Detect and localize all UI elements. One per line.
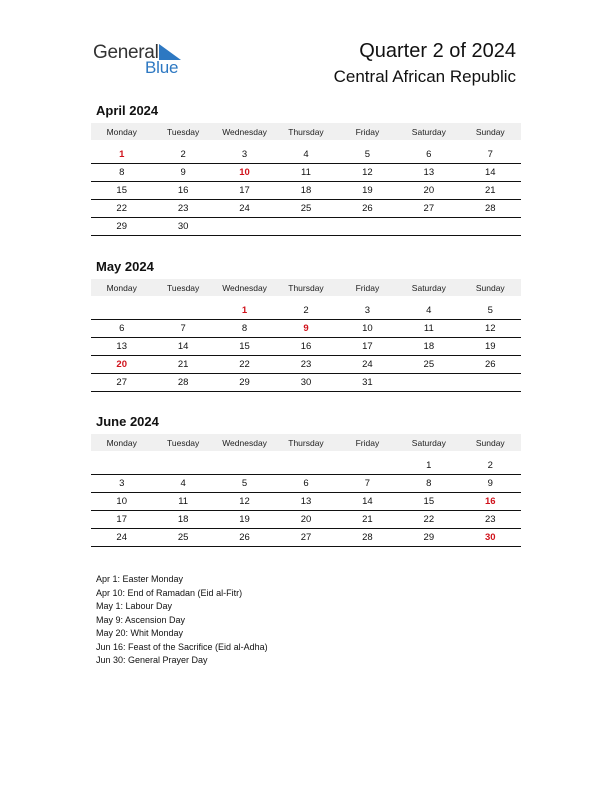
day-cell: [214, 218, 275, 236]
week-row: [91, 302, 521, 320]
day-cell: 30: [275, 374, 336, 392]
day-cell: 14: [337, 493, 398, 511]
week-row: [91, 475, 521, 493]
day-cell: 2: [275, 302, 336, 320]
day-cell: 1: [91, 146, 152, 164]
weekday-header-row: [91, 279, 521, 296]
day-cell: 29: [214, 374, 275, 392]
day-cell: 13: [275, 493, 336, 511]
day-cell: 30: [460, 529, 521, 547]
holiday-list: [96, 573, 268, 668]
day-cell: [460, 218, 521, 236]
day-cell: 10: [214, 164, 275, 182]
day-cell: 20: [91, 356, 152, 374]
day-cell: 5: [214, 475, 275, 493]
weekday-header-row: [91, 123, 521, 140]
day-cell: 30: [152, 218, 213, 236]
day-cell: 16: [152, 182, 213, 200]
day-cell: 8: [398, 475, 459, 493]
weekday-header: Wednesday: [214, 434, 275, 451]
day-cell: 16: [460, 493, 521, 511]
holiday-item: May 20: Whit Monday: [96, 628, 184, 638]
day-cell: 4: [398, 302, 459, 320]
day-cell: 11: [275, 164, 336, 182]
day-cell: 9: [152, 164, 213, 182]
day-cell: 25: [275, 200, 336, 218]
day-cell: 6: [275, 475, 336, 493]
holiday-item: Apr 10: End of Ramadan (Eid al-Fitr): [96, 587, 243, 598]
day-cell: 23: [152, 200, 213, 218]
calendar-table: [91, 123, 521, 236]
day-cell: 12: [460, 320, 521, 338]
month-april: [91, 102, 521, 236]
day-cell: 25: [398, 356, 459, 374]
month-title: April 2024: [96, 103, 159, 118]
weekday-header: Tuesday: [152, 279, 213, 296]
day-cell: 11: [152, 493, 213, 511]
day-cell: 26: [337, 200, 398, 218]
weekday-header: Friday: [337, 434, 398, 451]
day-cell: 29: [91, 218, 152, 236]
generalblue-logo: [93, 42, 188, 82]
day-cell: [460, 374, 521, 392]
day-cell: 22: [91, 200, 152, 218]
day-cell: 1: [214, 302, 275, 320]
weekday-header: Friday: [337, 279, 398, 296]
page-subtitle: Central African Republic: [333, 67, 516, 86]
day-cell: 13: [398, 164, 459, 182]
week-row: [91, 146, 521, 164]
week-row: [91, 529, 521, 547]
day-cell: 17: [91, 511, 152, 529]
day-cell: 23: [275, 356, 336, 374]
month-may: [91, 258, 521, 392]
weekday-header: Sunday: [460, 279, 521, 296]
week-row: [91, 200, 521, 218]
day-cell: 11: [398, 320, 459, 338]
weekday-header: Monday: [91, 434, 152, 451]
weekday-header: Tuesday: [152, 434, 213, 451]
day-cell: 21: [152, 356, 213, 374]
day-cell: [337, 218, 398, 236]
day-cell: 20: [398, 182, 459, 200]
day-cell: 25: [152, 529, 213, 547]
day-cell: 15: [398, 493, 459, 511]
day-cell: 17: [214, 182, 275, 200]
holiday-item: May 9: Ascension Day: [96, 614, 186, 625]
weekday-header: Wednesday: [214, 123, 275, 140]
day-cell: [337, 457, 398, 475]
week-row: [91, 164, 521, 182]
day-cell: 26: [460, 356, 521, 374]
day-cell: 28: [152, 374, 213, 392]
weekday-header: Tuesday: [152, 123, 213, 140]
day-cell: 24: [214, 200, 275, 218]
week-row: [91, 182, 521, 200]
page-title: Quarter 2 of 2024: [359, 40, 516, 62]
week-row: [91, 338, 521, 356]
day-cell: 4: [152, 475, 213, 493]
day-cell: 18: [275, 182, 336, 200]
day-cell: 24: [91, 529, 152, 547]
month-title: May 2024: [96, 259, 154, 274]
day-cell: 1: [398, 457, 459, 475]
day-cell: [214, 457, 275, 475]
calendar-table: [91, 279, 521, 392]
month-title: June 2024: [96, 414, 159, 429]
week-row: [91, 374, 521, 392]
month-june: [91, 413, 521, 547]
day-cell: 18: [398, 338, 459, 356]
day-cell: 12: [337, 164, 398, 182]
day-cell: 20: [275, 511, 336, 529]
day-cell: 27: [398, 200, 459, 218]
day-cell: 7: [152, 320, 213, 338]
day-cell: 22: [398, 511, 459, 529]
logo-text-general: General: [93, 42, 159, 63]
day-cell: 29: [398, 529, 459, 547]
day-cell: 4: [275, 146, 336, 164]
day-cell: 8: [91, 164, 152, 182]
day-cell: [398, 374, 459, 392]
day-cell: 10: [337, 320, 398, 338]
day-cell: 14: [460, 164, 521, 182]
day-cell: 16: [275, 338, 336, 356]
weekday-header: Saturday: [398, 434, 459, 451]
day-cell: 13: [91, 338, 152, 356]
weekday-header: Thursday: [275, 434, 336, 451]
day-cell: 22: [214, 356, 275, 374]
day-cell: 15: [214, 338, 275, 356]
weekday-header: Thursday: [275, 123, 336, 140]
weekday-header: Monday: [91, 279, 152, 296]
day-cell: 14: [152, 338, 213, 356]
day-cell: 28: [460, 200, 521, 218]
day-cell: 6: [398, 146, 459, 164]
day-cell: 7: [460, 146, 521, 164]
day-cell: 10: [91, 493, 152, 511]
day-cell: 12: [214, 493, 275, 511]
day-cell: 19: [214, 511, 275, 529]
day-cell: 27: [91, 374, 152, 392]
logo-text-blue: Blue: [145, 58, 179, 77]
day-cell: 17: [337, 338, 398, 356]
day-cell: 24: [337, 356, 398, 374]
day-cell: 31: [337, 374, 398, 392]
weekday-header: Monday: [91, 123, 152, 140]
day-cell: 7: [337, 475, 398, 493]
day-cell: 23: [460, 511, 521, 529]
day-cell: [152, 302, 213, 320]
day-cell: 3: [337, 302, 398, 320]
day-cell: [91, 457, 152, 475]
day-cell: 2: [460, 457, 521, 475]
holiday-item: Jun 30: General Prayer Day: [96, 655, 208, 665]
weekday-header: Saturday: [398, 123, 459, 140]
holiday-item: May 1: Labour Day: [96, 601, 173, 611]
day-cell: [275, 218, 336, 236]
weekday-header: Wednesday: [214, 279, 275, 296]
day-cell: 6: [91, 320, 152, 338]
weekday-header: Sunday: [460, 434, 521, 451]
day-cell: [398, 218, 459, 236]
holiday-item: Jun 16: Feast of the Sacrifice (Eid al-Adha): [96, 641, 268, 652]
day-cell: 9: [275, 320, 336, 338]
weekday-header-row: [91, 434, 521, 451]
day-cell: [275, 457, 336, 475]
week-row: [91, 356, 521, 374]
day-cell: 27: [275, 529, 336, 547]
week-row: [91, 218, 521, 236]
holiday-item: Apr 1: Easter Monday: [96, 574, 184, 584]
calendar-table: [91, 434, 521, 547]
day-cell: 3: [214, 146, 275, 164]
day-cell: 19: [460, 338, 521, 356]
weekday-header: Friday: [337, 123, 398, 140]
day-cell: 8: [214, 320, 275, 338]
day-cell: 26: [214, 529, 275, 547]
week-row: [91, 511, 521, 529]
weekday-header: Saturday: [398, 279, 459, 296]
weekday-header: Sunday: [460, 123, 521, 140]
day-cell: 5: [460, 302, 521, 320]
day-cell: 21: [460, 182, 521, 200]
week-row: [91, 320, 521, 338]
day-cell: 2: [152, 146, 213, 164]
week-row: [91, 457, 521, 475]
day-cell: 21: [337, 511, 398, 529]
day-cell: 18: [152, 511, 213, 529]
day-cell: 9: [460, 475, 521, 493]
day-cell: [91, 302, 152, 320]
day-cell: 28: [337, 529, 398, 547]
day-cell: 3: [91, 475, 152, 493]
day-cell: 5: [337, 146, 398, 164]
day-cell: [152, 457, 213, 475]
day-cell: 19: [337, 182, 398, 200]
weekday-header: Thursday: [275, 279, 336, 296]
week-row: [91, 493, 521, 511]
day-cell: 15: [91, 182, 152, 200]
